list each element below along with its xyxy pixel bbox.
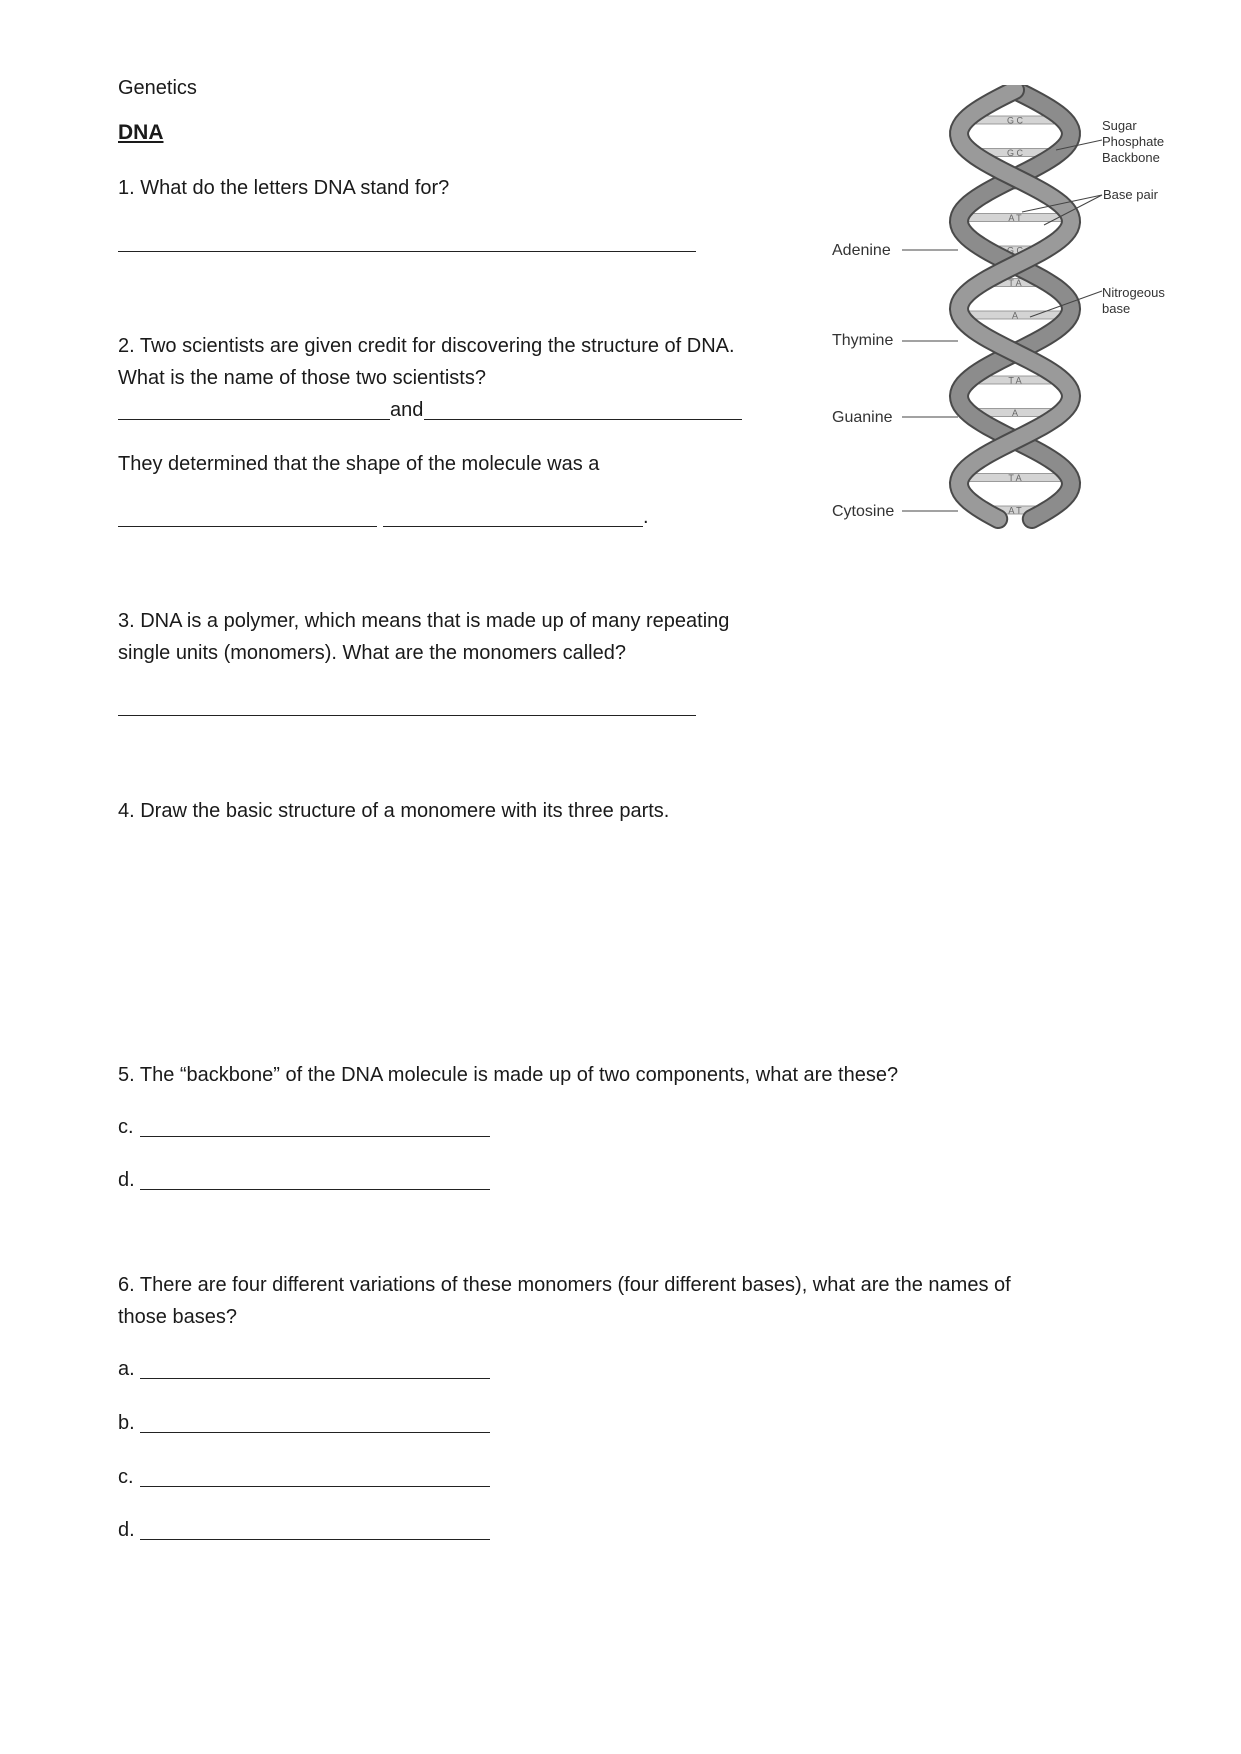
answer-line-q5-d[interactable] xyxy=(140,1169,490,1190)
page-title: DNA xyxy=(118,121,164,144)
question-2-line1: 2. Two scientists are given credit for discovering the structure of DNA. xyxy=(118,335,735,357)
question-4: 4. Draw the basic structure of a monomere with its three parts. xyxy=(118,800,670,822)
answer-line-q6-c[interactable] xyxy=(140,1466,490,1487)
shape-statement: They determined that the shape of the molecule was a xyxy=(118,453,600,475)
answer-line-shape-2[interactable] xyxy=(383,506,643,527)
subject-heading: Genetics xyxy=(118,77,197,99)
and-connector: and xyxy=(390,399,424,421)
q6-item-d-label: d. xyxy=(118,1519,135,1541)
question-3-line1: 3. DNA is a polymer, which means that is made up of many repeating xyxy=(118,610,730,632)
base-pair-letter: G C xyxy=(1006,115,1024,126)
question-3-line2: single units (monomers). What are the monomers called? xyxy=(118,642,626,664)
answer-line-shape-1[interactable] xyxy=(118,506,377,527)
q5-item-d-label: d. xyxy=(118,1169,135,1191)
label-nitrogeous: Nitrogeous xyxy=(1102,285,1165,300)
base-pair-letter: G C xyxy=(1006,245,1024,256)
answer-line-q6-d[interactable] xyxy=(140,1519,490,1540)
label-nitrogeous-base: base xyxy=(1102,301,1131,316)
base-pair-letter: T A xyxy=(1008,180,1022,191)
answer-line-q6-b[interactable] xyxy=(140,1412,490,1433)
drawing-area-q4[interactable] xyxy=(118,840,1018,1040)
q6-item-b-label: b. xyxy=(118,1412,135,1434)
label-guanine: Guanine xyxy=(832,409,893,426)
base-pair-letter: G C xyxy=(1006,343,1024,353)
base-pair-letter: A T xyxy=(1008,213,1022,223)
question-6-line2: those bases? xyxy=(118,1306,237,1328)
answer-line-q1[interactable] xyxy=(118,231,696,252)
answer-line-q5-c[interactable] xyxy=(140,1116,490,1137)
label-adenine: Adenine xyxy=(832,242,891,259)
label-base-pair: Base pair xyxy=(1103,187,1158,202)
label-phosphate: Phosphate xyxy=(1102,134,1165,149)
q5-item-c-label: c. xyxy=(118,1116,134,1138)
q6-item-c-label: c. xyxy=(118,1466,134,1488)
q6-item-a-label: a. xyxy=(118,1358,135,1380)
dna-double-helix-diagram xyxy=(830,85,1190,585)
base-pair-letter: T A xyxy=(1008,473,1022,483)
answer-line-scientist-1[interactable] xyxy=(118,399,390,420)
question-1: 1. What do the letters DNA stand for? xyxy=(118,177,450,199)
base-pair-letter: T A xyxy=(1008,375,1022,386)
label-sugar: Sugar xyxy=(1102,118,1137,133)
answer-line-q6-a[interactable] xyxy=(140,1358,490,1379)
answer-line-q3[interactable] xyxy=(118,695,696,716)
question-2-line2: What is the name of those two scientists? xyxy=(118,367,486,389)
base-pair-letter: T A xyxy=(1008,278,1022,288)
label-backbone: Backbone xyxy=(1102,150,1160,165)
base-pair-letter: A T xyxy=(1008,505,1022,516)
label-cytosine: Cytosine xyxy=(832,503,895,520)
shape-period: . xyxy=(643,506,649,528)
answer-line-scientist-2[interactable] xyxy=(424,399,742,420)
base-pair-letter: G C xyxy=(1006,148,1024,158)
base-pair-letter: A xyxy=(1011,408,1019,418)
question-5: 5. The “backbone” of the DNA molecule is made up of two components, what are these? xyxy=(118,1064,899,1086)
label-thymine: Thymine xyxy=(832,332,894,349)
base-pair-letter: A xyxy=(1011,310,1019,321)
question-6-line1: 6. There are four different variations of these monomers (four different bases), what are the names of xyxy=(118,1274,1011,1296)
base-pair-letter: C G xyxy=(1006,440,1024,451)
